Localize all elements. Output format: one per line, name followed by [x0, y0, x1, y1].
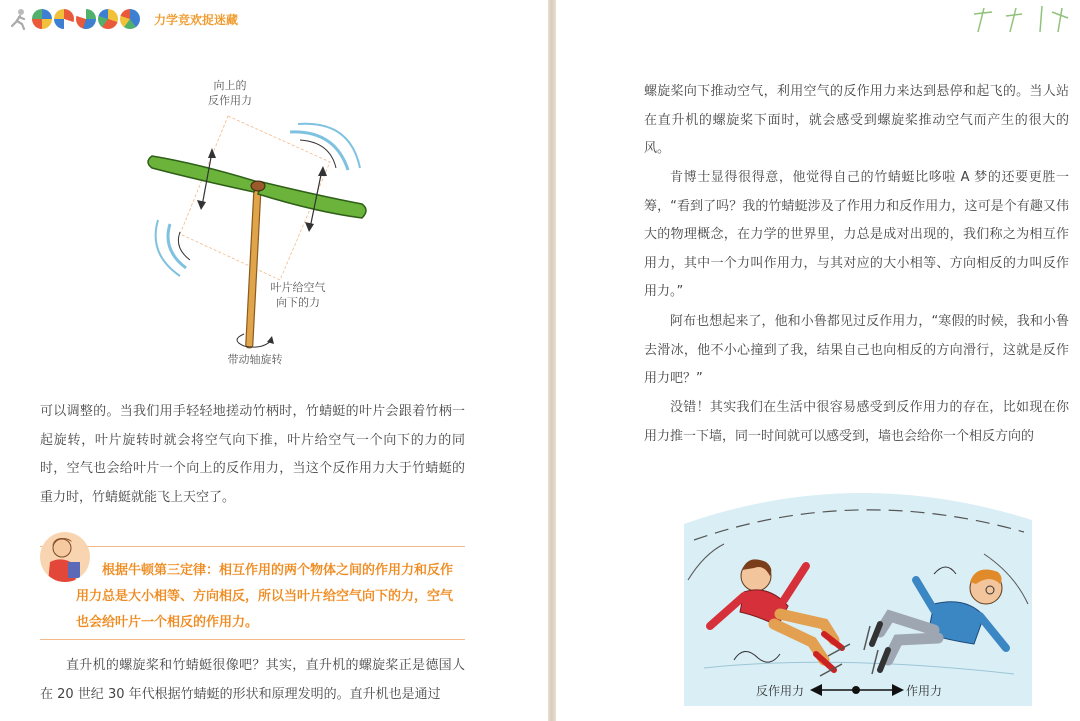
- blade-push-label: [258, 280, 338, 310]
- law-text: 根据牛顿第三定律：相互作用的两个物体之间的作用力和反作用力总是大小相等、方向相反，所以当叶片给空气向下的力，空气也会给叶片一个相反的作用力。: [76, 563, 454, 630]
- ball-icon: [98, 9, 118, 29]
- ball-icon: [54, 9, 74, 29]
- law-divider-bottom: [40, 639, 465, 640]
- reaction-force-label: 反作用力: [756, 684, 805, 698]
- page-header: [8, 6, 238, 32]
- blade-push-label-line2: 向下的力: [276, 296, 320, 309]
- paragraph-2: 直升机的螺旋桨和竹蜻蜓很像吧？其实，直升机的螺旋桨正是德国人在 20 世纪 30 年代根据竹蜻蜓的形状和原理发明的。直升机也是通过: [40, 658, 465, 702]
- diagram-drawing: [140, 72, 390, 372]
- right-page: [556, 0, 1080, 721]
- ball-icon: [32, 9, 52, 29]
- force-labels: [684, 680, 1032, 700]
- law-callout: [40, 546, 465, 640]
- book-gutter: [548, 0, 556, 721]
- skating-illustration: [684, 484, 1032, 706]
- right-paragraph-1: 螺旋桨向下推动空气，利用空气的反作用力来达到悬停和起飞的。当人站在直升机的螺旋桨下面时，就会感受到螺旋桨推动空气而产生的很大的风。: [644, 84, 1069, 157]
- ball-icon: [76, 9, 96, 29]
- paragraph-1: 可以调整的。当我们用手轻轻地搓动竹柄时，竹蜻蜓的叶片会跟着竹柄一起旋转，叶片旋转时就会将空气向下推，叶片给空气一个向下的力的同时，空气也会给叶片一个向上的反作用力，当这个反作用力大于竹蜻蜓的重力时，竹蜻蜓就能飞上天空了。: [40, 404, 465, 505]
- header-icons: [8, 8, 140, 30]
- bamboo-dragonfly-diagram: [140, 72, 390, 372]
- right-paragraph-2: 肯博士显得很得意，他觉得自己的竹蜻蜓比哆啦 A 梦的还要更胜一筹，“看到了吗？我的竹蜻蜓涉及了作用力和反作用力，这可是个有趣又伟大的物理概念，在力学的世界里，力总是成对出现的，我们称之为相互作用力，其中一个力叫作用力，与其对应的大小相等、方向相反的力叫反作用力。”: [644, 170, 1069, 300]
- action-force-label: 作用力: [906, 684, 943, 698]
- right-paragraph-4: 没错！其实我们在生活中很容易感受到反作用力的存在，比如现在你用力推一下墙，同一时间就可以感受到，墙也会给你一个相反方向的: [644, 400, 1069, 444]
- up-force-label: [200, 78, 260, 108]
- bamboo-deco-icon: [970, 4, 1070, 34]
- series-title: 力学竞欢捉迷藏: [154, 12, 239, 27]
- right-paragraph-3: 阿布也想起来了，他和小鲁都见过反作用力，“寒假的时候，我和小鲁去滑冰，他不小心撞到了我，结果自己也向相反的方向滑行，这就是反作用力吧？”: [644, 314, 1069, 387]
- up-force-label-line2: 反作用力: [208, 94, 252, 107]
- ball-icon: [120, 9, 140, 29]
- blade-push-label-line1: 叶片给空气: [270, 281, 326, 294]
- runner-icon: [8, 8, 30, 30]
- up-force-label-line1: 向上的: [213, 79, 247, 92]
- rotate-label: 带动轴旋转: [227, 353, 283, 366]
